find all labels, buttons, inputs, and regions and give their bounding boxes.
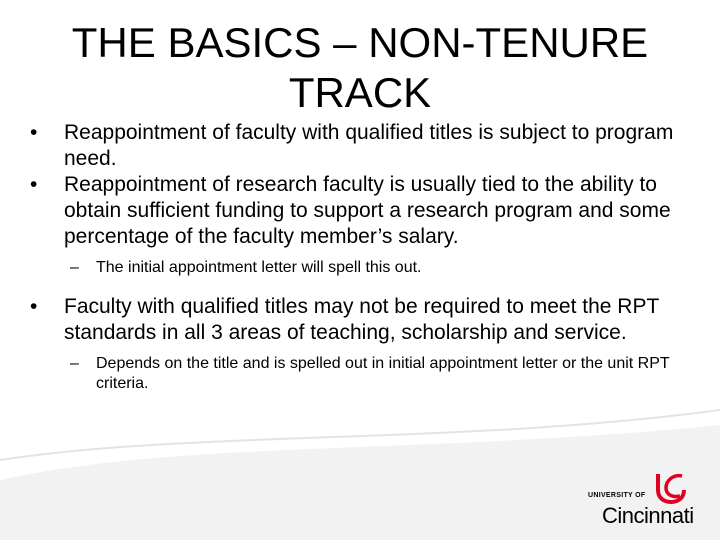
title-line-2: TRACK: [288, 69, 432, 116]
university-logo: [588, 472, 708, 532]
sub-bullet-item: [30, 354, 680, 394]
bullet-marker: •: [30, 295, 38, 318]
bullet-item: [30, 120, 680, 172]
bullet-text: Faculty with qualified titles may not be required to meet the RPT standards in all 3 areas of teaching, scholarship and service.: [64, 295, 659, 344]
bullet-item: [30, 172, 680, 250]
logo-text-top: UNIVERSITY OF: [588, 492, 646, 499]
bullet-item: [30, 294, 680, 346]
slide-title: [30, 18, 690, 118]
bullet-list: [30, 120, 680, 394]
sub-bullet-marker: –: [70, 355, 79, 372]
sub-bullet-text: Depends on the title and is spelled out in initial appointment letter or the unit RPT criteria.: [96, 355, 670, 392]
logo-text-main: Cincinnati: [602, 503, 694, 528]
bullet-marker: •: [30, 173, 38, 196]
bullet-marker: •: [30, 121, 38, 144]
bullet-text: Reappointment of research faculty is usually tied to the ability to obtain sufficient funding to support a research program and some percentage of the faculty member’s salary.: [64, 173, 671, 248]
bullet-text: Reappointment of faculty with qualified titles is subject to program need.: [64, 121, 674, 170]
sub-bullet-item: [30, 258, 680, 278]
sub-bullet-text: The initial appointment letter will spell this out.: [96, 259, 422, 276]
uc-logo-mark-icon: [652, 472, 690, 504]
sub-bullet-marker: –: [70, 259, 79, 276]
title-line-1: THE BASICS – NON-TENURE: [71, 19, 649, 66]
